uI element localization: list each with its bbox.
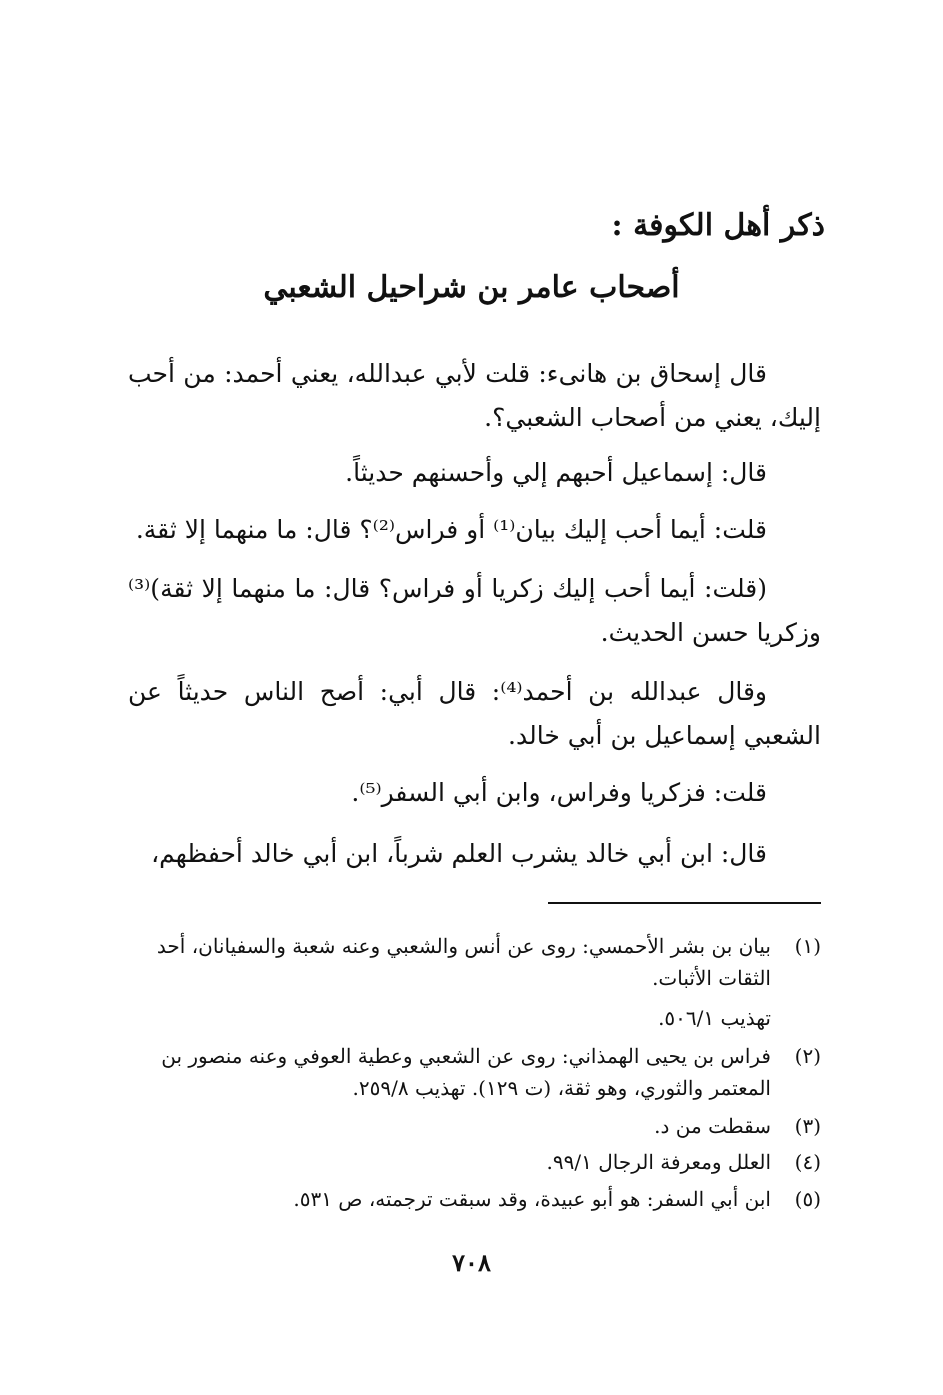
footnote-number: (٣) bbox=[794, 1114, 821, 1138]
footnote bbox=[124, 1002, 821, 1034]
paragraph: قال: إسماعيل أحبهم إلي وأحسنهم حديثاً. bbox=[345, 458, 767, 487]
footnote bbox=[124, 930, 821, 994]
footnote-text: العلل ومعرفة الرجال ٩٩/١. bbox=[546, 1150, 771, 1174]
section-subheading: أصحاب عامر بن شراحيل الشعبي bbox=[263, 270, 680, 305]
footnote bbox=[124, 1110, 821, 1142]
paragraph: قال: ابن أبي خالد يشرب العلم شرباً، ابن أبي خالد أحفظهم، bbox=[151, 839, 767, 868]
paragraph: وقال عبدالله بن أحمد⁽⁴⁾: قال أبي: أصح الناس حديثاً عن الشعبي إسماعيل بن أبي خالد. bbox=[128, 677, 821, 750]
footnote-number: (٢) bbox=[794, 1044, 821, 1068]
footnote-number: (٥) bbox=[794, 1187, 821, 1211]
paragraph: قلت: فزكريا وفراس، وابن أبي السفر⁽⁵⁾. bbox=[351, 778, 767, 807]
paragraph: قلت: أيما أحب إليك بيان⁽¹⁾ أو فراس⁽²⁾؟ قال: ما منهما إلا ثقة. bbox=[135, 515, 767, 544]
footnote bbox=[124, 1183, 821, 1215]
footnote-text: سقطت من د. bbox=[654, 1114, 771, 1138]
footnote-number: (١) bbox=[794, 934, 821, 958]
footnote-text: ابن أبي السفر: هو أبو عبيدة، وقد سبقت ترجمته، ص ٥٣١. bbox=[293, 1187, 771, 1211]
section-heading: ذكر أهل الكوفة : bbox=[611, 208, 825, 243]
footnote bbox=[124, 1040, 821, 1104]
page-number: ٧٠٨ bbox=[452, 1248, 491, 1277]
footnote-text: تهذيب ٥٠٦/١. bbox=[658, 1006, 771, 1030]
paragraph: قال إسحاق بن هانىء: قلت لأبي عبدالله، يعني أحمد: من أحب إليك، يعني من أصحاب الشعبي؟. bbox=[128, 359, 821, 432]
footnote-divider bbox=[548, 902, 821, 904]
footnote bbox=[124, 1146, 821, 1178]
paragraph: (قلت: أيما أحب إليك زكريا أو فراس؟ قال: ما منهما إلا ثقة)⁽³⁾ وزكريا حسن الحديث. bbox=[128, 574, 821, 647]
footnote-text: بيان بن بشر الأحمسي: روى عن أنس والشعبي وعنه شعبة والسفيانان، أحد الثقات الأثبات. bbox=[156, 934, 771, 990]
footnote-number: (٤) bbox=[794, 1150, 821, 1174]
footnote-text: فراس بن يحيى الهمذاني: روى عن الشعبي وعطية العوفي وعنه منصور بن المعتمر والثوري، وهو ثقة، (ت ١٢٩). تهذيب ٢٥٩/٨. bbox=[161, 1044, 771, 1100]
